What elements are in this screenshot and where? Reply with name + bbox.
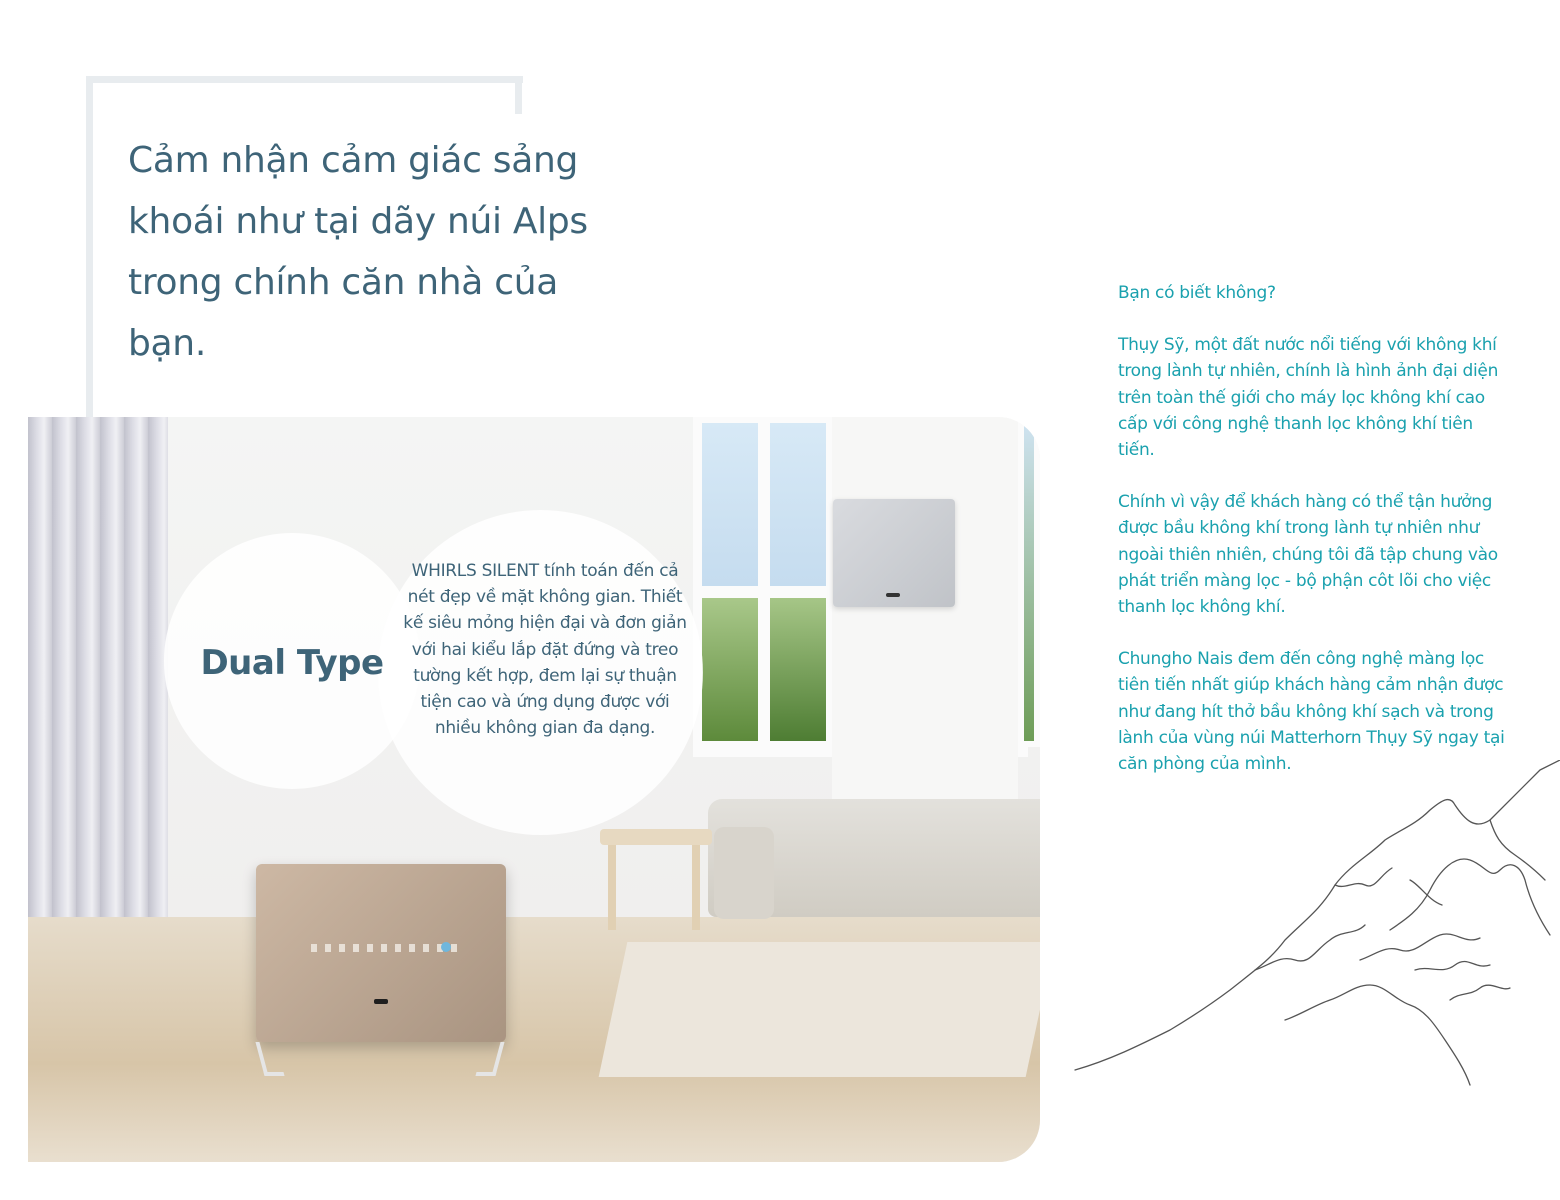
frame-top: [86, 76, 523, 83]
stool: [600, 829, 712, 845]
sidebar-paragraph-1: Thụy Sỹ, một đất nước nổi tiếng với không khí trong lành tự nhiên, chính là hình ảnh đại diện trên toàn thế giới cho máy lọc không khí cao cấp với công nghệ thanh lọc không khí tiên tiến.: [1118, 335, 1499, 461]
window-pane: [696, 592, 764, 747]
purifier-sensor: [374, 999, 388, 1004]
sidebar-text: [1118, 280, 1508, 803]
frame-right: [515, 76, 522, 114]
mountain-sketch-icon: [1070, 760, 1560, 1090]
sofa-arm: [714, 827, 774, 919]
window-pane: [764, 417, 832, 592]
window-pane: [764, 592, 832, 747]
sidebar-question: Bạn có biết không?: [1118, 283, 1276, 303]
window-pane: [1018, 417, 1040, 747]
curtain: [28, 417, 168, 937]
feature-description: WHIRLS SILENT tính toán đến cả nét đẹp về mặt không gian. Thiết kế siêu mỏng hiện đại và đơn giản với hai kiểu lắp đặt đứng và treo tường kết hợp, đem lại sự thuận tiện cao và ứng dụng được với nhiều không gian đa dạng.: [403, 561, 687, 739]
window-pane: [696, 417, 764, 592]
rug: [599, 942, 1040, 1077]
frame-left: [86, 76, 93, 426]
purifier-status-dot: [441, 942, 451, 952]
wall-mounted-purifier: [833, 499, 955, 607]
feature-title: Dual Type: [200, 643, 384, 683]
stool-leg: [692, 845, 700, 930]
back-wall: [832, 417, 1018, 837]
sidebar-paragraph-3: Chungho Nais đem đến công nghệ màng lọc tiên tiến nhất giúp khách hàng cảm nhận được như đang hít thở bầu không khí sạch và trong lành của vùng núi Matterhorn Thụy Sỹ ngay tại căn phòng của mình.: [1118, 649, 1505, 775]
standing-purifier: [256, 864, 506, 1042]
purifier-indicator-lights: [311, 944, 461, 952]
sidebar-paragraph-2: Chính vì vậy để khách hàng có thể tận hưởng được bầu không khí trong lành tự nhiên như ngoài thiên nhiên, chúng tôi đã tập chung vào phát triển màng lọc - bộ phận côt lõi cho việc thanh lọc không khí.: [1118, 492, 1498, 618]
stool-leg: [608, 845, 616, 930]
page-headline: Cảm nhận cảm giác sảng khoái như tại dãy núi Alps trong chính căn nhà của bạn.: [128, 140, 588, 364]
